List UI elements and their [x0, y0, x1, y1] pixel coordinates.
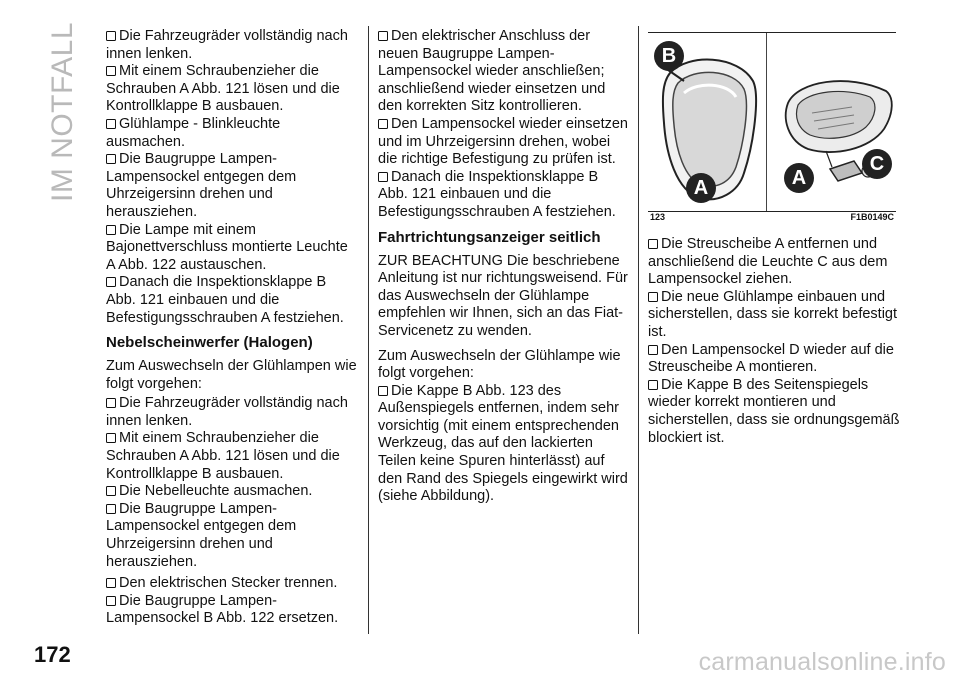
label-marker-a: A — [686, 173, 716, 203]
column-1 — [106, 28, 358, 628]
step-item: Die Streuscheibe A entfernen und anschließend die Leuchte C aus dem Lampensockel ziehen. — [648, 236, 888, 288]
bullet-square-icon — [648, 292, 658, 302]
step-item: Glühlampe - Blinkleuchte ausmachen. — [106, 115, 281, 150]
column-3 — [648, 236, 900, 447]
bullet-square-icon — [648, 380, 658, 390]
label-marker-a: A — [784, 163, 814, 193]
label-marker-c: C — [862, 149, 892, 179]
bullet-square-icon — [378, 172, 388, 182]
page-number: 172 — [34, 642, 71, 667]
note-text: ZUR BEACHTUNG Die beschriebene Anleitung ist nur richtungsweisend. Für das Auswechseln der Glühlampe empfehlen wir Ihnen, sich an das Fiat-Servicenetz zu wenden. — [378, 252, 628, 339]
step-item: Die Baugruppe Lampen-Lampensockel entgegen dem Uhrzeigersinn drehen und herausziehen. — [106, 500, 297, 570]
step-item: Den elektrischer Anschluss der neuen Baugruppe Lampen-Lampensockel wieder anschließen; anschließend wieder einsetzen und den korrekten Sitz kontrollieren. — [378, 28, 606, 115]
bullet-square-icon — [378, 31, 388, 41]
bullet-square-icon — [106, 277, 116, 287]
bullet-square-icon — [106, 119, 116, 129]
bullet-square-icon — [106, 504, 116, 514]
watermark: carmanualsonline.info — [698, 648, 946, 676]
step-item: Mit einem Schraubenzieher die Schrauben A Abb. 121 lösen und die Kontrollklappe B ausbauen. — [106, 430, 340, 482]
bullet-square-icon — [106, 225, 116, 235]
step-item: Den elektrischen Stecker trennen. — [106, 575, 358, 593]
bullet-square-icon — [106, 596, 116, 606]
bullet-square-icon — [106, 433, 116, 443]
step-item: Die Lampe mit einem Bajonettverschluss montierte Leuchte A Abb. 122 austauschen. — [106, 221, 348, 273]
step-item: Die Nebelleuchte ausmachen. — [106, 483, 358, 501]
side-section-label — [40, 21, 80, 202]
step-item: Mit einem Schraubenzieher die Schrauben A Abb. 121 lösen und die Kontrollklappe B ausbauen. — [106, 63, 340, 115]
intro-text: Zum Auswechseln der Glühlampen wie folgt vorgehen: — [106, 358, 357, 392]
bullet-square-icon — [106, 398, 116, 408]
bullet-square-icon — [106, 154, 116, 164]
bullet-square-icon — [106, 31, 116, 41]
column-divider — [368, 26, 369, 634]
step-item: Danach die Inspektionsklappe B Abb. 121 einbauen und die Befestigungsschrauben A festziehen. — [106, 274, 344, 326]
step-item: Danach die Inspektionsklappe B Abb. 121 einbauen und die Befestigungsschrauben A festziehen. — [378, 168, 616, 220]
step-item: Die Baugruppe Lampen-Lampensockel entgegen dem Uhrzeigersinn drehen und herausziehen. — [106, 151, 297, 220]
intro-text: Zum Auswechseln der Glühlampe wie folgt vorgehen: — [378, 347, 621, 382]
figure-code: F1B0149C — [850, 212, 894, 222]
step-item: Den Lampensockel wieder einsetzen und im Uhrzeigersinn drehen, wobei die richtige Befestigung zu prüfen ist. — [378, 115, 628, 168]
column-divider — [638, 26, 639, 634]
section-title: IM NOTFALL — [46, 21, 79, 202]
step-item: Die Fahrzeugräder vollständig nach innen lenken. — [106, 395, 348, 429]
figure-mirror-illustration — [648, 32, 896, 212]
figure-divider — [766, 33, 767, 211]
step-item: Die Kappe B Abb. 123 des Außenspiegels entfernen, indem sehr vorsichtig (mit einem entsprechenden Werkzeug, das auf den lackierten Teilen keine Spuren hinterlässt) auf den Rand des Spiegels eingewirkt wird (siehe Abbildung). — [378, 382, 628, 505]
bullet-square-icon — [106, 66, 116, 76]
step-item: Die neue Glühlampe einbauen und sicherstellen, dass sie korrekt befestigt ist. — [648, 288, 898, 340]
label-marker-b: B — [654, 41, 684, 71]
bullet-square-icon — [106, 578, 116, 588]
bullet-square-icon — [648, 345, 658, 355]
section-heading: Fahrtrichtungsanzeiger seitlich — [378, 228, 601, 246]
figure-number: 123 — [650, 212, 666, 222]
step-item: Die Baugruppe Lampen-Lampensockel B Abb. 122 ersetzen. — [106, 592, 339, 627]
bullet-square-icon — [648, 239, 658, 249]
column-2 — [378, 28, 630, 506]
bullet-square-icon — [378, 386, 388, 396]
section-heading: Nebelscheinwerfer (Halogen) — [106, 334, 313, 352]
bullet-square-icon — [106, 486, 116, 496]
step-item: Die Kappe B des Seitenspiegels wieder korrekt montieren und sicherstellen, dass sie ordnungsgemäß blockiert ist. — [648, 376, 900, 446]
bullet-square-icon — [378, 119, 388, 129]
step-item: Die Fahrzeugräder vollständig nach innen lenken. — [106, 28, 348, 62]
step-item: Den Lampensockel D wieder auf die Streuscheibe A montieren. — [648, 341, 894, 376]
mirror-illustration — [648, 33, 896, 211]
